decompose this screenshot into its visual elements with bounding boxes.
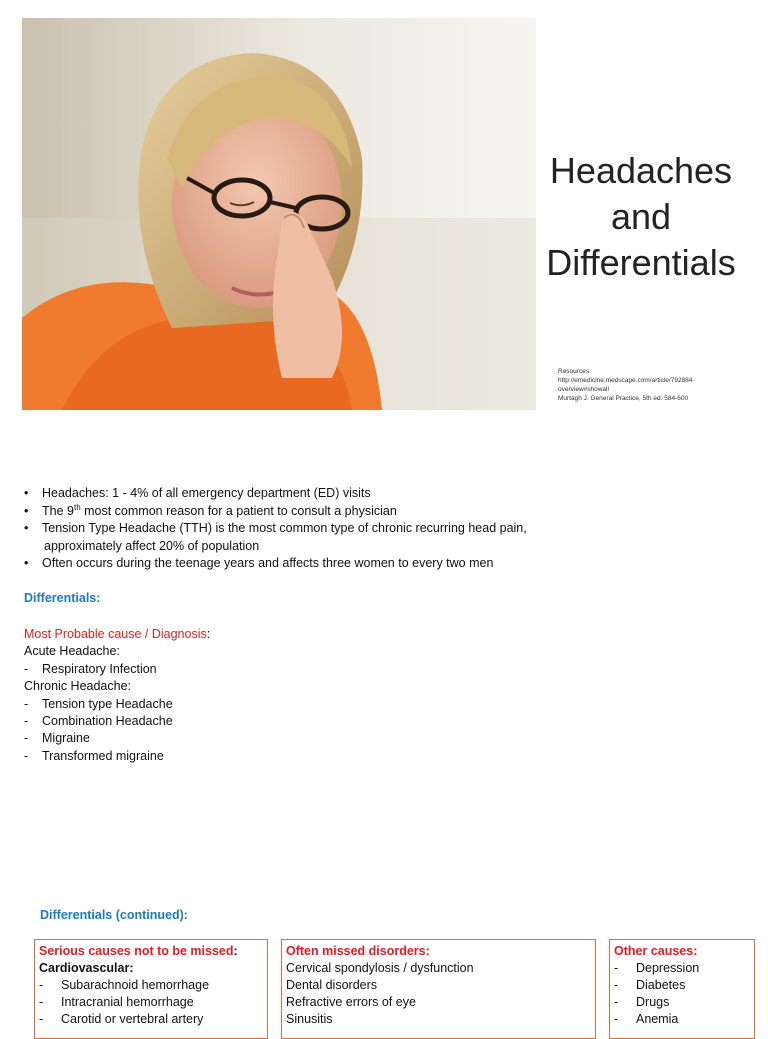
dash-icon: - bbox=[24, 748, 29, 763]
list-item bbox=[24, 503, 744, 521]
title-line-3: Differentials bbox=[546, 242, 736, 283]
dash-icon: - bbox=[39, 995, 44, 1009]
title-line-2: and bbox=[610, 196, 672, 237]
resources-block bbox=[558, 367, 758, 403]
list-item bbox=[24, 661, 424, 678]
other-causes-title: Other causes: bbox=[614, 944, 698, 958]
list-item-text: Migraine bbox=[42, 731, 90, 746]
list-item bbox=[39, 977, 263, 994]
dash-icon: - bbox=[24, 731, 29, 746]
bullet-icon: • bbox=[24, 503, 29, 518]
list-item bbox=[614, 960, 750, 977]
list-item-text: Intracranial hemorrhage bbox=[61, 995, 194, 1009]
list-item-text: Respiratory Infection bbox=[42, 661, 157, 676]
differentials-continued-heading: Differentials (continued): bbox=[40, 908, 188, 922]
differentials-heading: Differentials: bbox=[24, 591, 101, 605]
list-item-text: Subarachnoid hemorrhage bbox=[61, 978, 210, 992]
dash-icon: - bbox=[614, 1012, 619, 1026]
serious-causes-heading bbox=[39, 943, 263, 960]
list-item-text: Drugs bbox=[636, 995, 670, 1009]
list-item bbox=[39, 994, 263, 1011]
bullet-icon: • bbox=[24, 486, 29, 500]
serious-causes-box bbox=[34, 939, 268, 1039]
dash-icon: - bbox=[614, 961, 619, 975]
colon: : bbox=[206, 627, 211, 641]
most-probable-section bbox=[24, 626, 424, 765]
list-item: Refractive errors of eye bbox=[286, 995, 416, 1009]
dash-icon: - bbox=[614, 995, 619, 1009]
list-item bbox=[39, 1011, 263, 1028]
list-item-text: Carotid or vertebral artery bbox=[61, 1012, 204, 1026]
bullet-text: Often occurs during the teenage years and affects three women to every two men bbox=[42, 556, 494, 570]
list-item-text: Combination Headache bbox=[42, 714, 173, 729]
resources-reference: Murtagh J. General Practice, 5th ed. 584-600 bbox=[558, 395, 689, 402]
list-item-text: Transformed migraine bbox=[42, 748, 164, 763]
dash-icon: - bbox=[614, 978, 619, 992]
cardiovascular-label: Cardiovascular: bbox=[39, 961, 134, 975]
chronic-headache-label: Chronic Headache: bbox=[24, 679, 132, 694]
list-item-text: Diabetes bbox=[636, 978, 686, 992]
serious-causes-title: Serious causes not to be missed bbox=[39, 944, 234, 958]
list-item bbox=[24, 748, 424, 765]
ordinal-suffix: th bbox=[73, 502, 81, 512]
list-item bbox=[614, 1011, 750, 1028]
resources-link[interactable]: http://emedicine.medscape.com/article/792884- bbox=[558, 377, 695, 384]
most-probable-label: Most Probable cause / Diagnosis bbox=[24, 627, 207, 641]
bullet-icon: • bbox=[24, 556, 29, 570]
dash-icon: - bbox=[24, 696, 29, 711]
dash-icon: - bbox=[39, 978, 44, 992]
list-item: Cervical spondylosis / dysfunction bbox=[286, 961, 474, 975]
resources-link-cont[interactable]: overview#showall bbox=[558, 386, 609, 393]
list-item-text: Depression bbox=[636, 961, 700, 975]
list-item bbox=[24, 696, 424, 713]
list-item bbox=[24, 730, 424, 747]
bullet-text-cont: approximately affect 20% of population bbox=[44, 538, 260, 553]
resources-label: Resources: bbox=[558, 368, 591, 375]
most-probable-heading bbox=[24, 626, 424, 643]
list-item bbox=[24, 485, 744, 503]
title-line-1: Headaches bbox=[549, 150, 733, 191]
list-item bbox=[24, 713, 424, 730]
list-item bbox=[24, 520, 744, 555]
list-item bbox=[614, 977, 750, 994]
bullet-text: The 9 bbox=[42, 503, 74, 518]
bullet-text-cont: most common reason for a patient to consult a physician bbox=[80, 503, 397, 518]
dash-icon: - bbox=[24, 714, 29, 729]
often-missed-title: Often missed disorders: bbox=[286, 944, 430, 958]
page-title bbox=[536, 148, 746, 286]
list-item: Dental disorders bbox=[286, 978, 378, 992]
list-item bbox=[614, 994, 750, 1011]
list-item-text: Tension type Headache bbox=[42, 696, 173, 711]
bullet-text: Tension Type Headache (TTH) is the most common type of chronic recurring head pain, bbox=[42, 521, 527, 535]
intro-bullet-list bbox=[24, 485, 744, 573]
often-missed-box bbox=[281, 939, 596, 1039]
list-item-text: Anemia bbox=[636, 1012, 679, 1026]
dash-icon: - bbox=[39, 1012, 44, 1026]
list-item bbox=[24, 555, 744, 573]
list-item: Sinusitis bbox=[286, 1012, 333, 1026]
other-causes-box bbox=[609, 939, 755, 1039]
hero-photo bbox=[22, 18, 536, 410]
bullet-text: Headaches: 1 - 4% of all emergency department (ED) visits bbox=[42, 486, 371, 500]
acute-headache-label: Acute Headache: bbox=[24, 644, 120, 659]
bullet-icon: • bbox=[24, 521, 29, 535]
dash-icon: - bbox=[24, 661, 29, 676]
colon: : bbox=[233, 944, 238, 958]
